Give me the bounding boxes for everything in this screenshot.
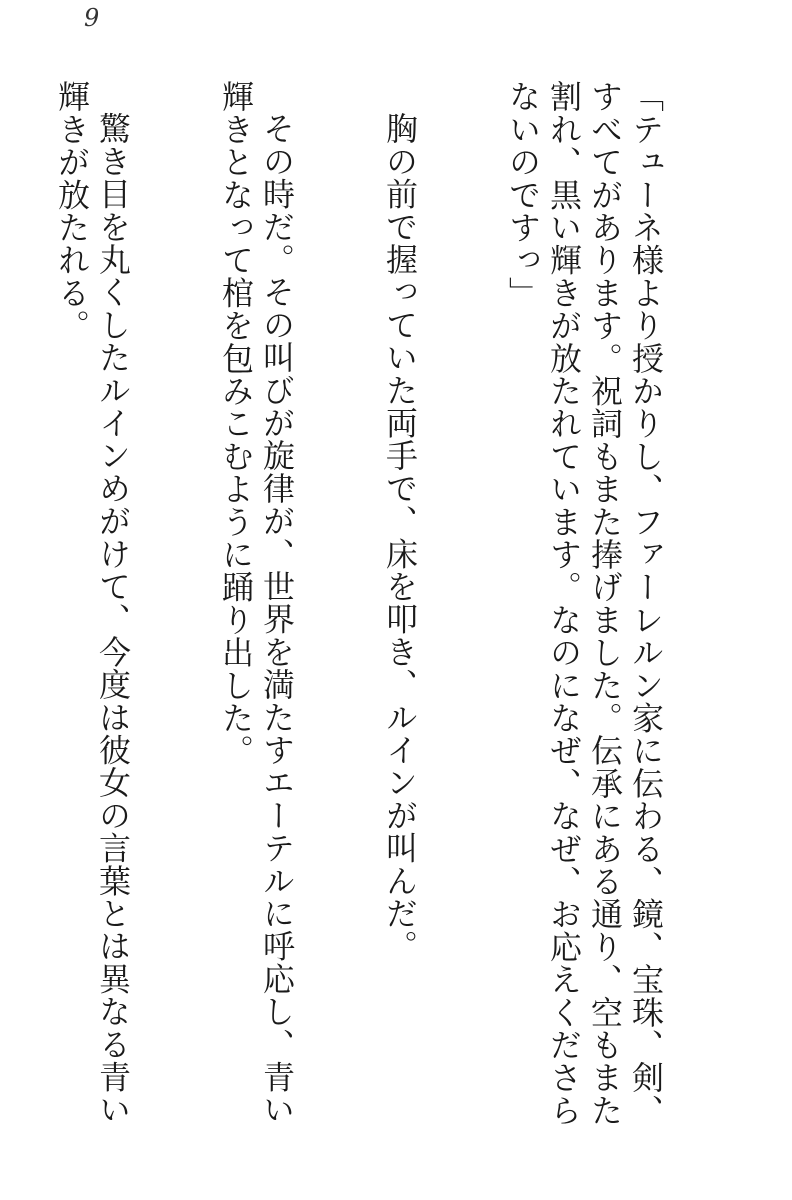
- paragraph: 「テューネ様より授かりし、ファーレルン家に伝わる、鏡、宝珠、剣、すべてがあります。祝詞もまた捧げました。伝承にある通り、空もまた割れ、黒い輝きが放たれています。なのになぜ、なぜ、お応えくださらないのですっ」: [504, 80, 665, 1127]
- vertical-text-body: [0, 80, 748, 1155]
- paragraph: 胸の前で握っていた両手で、床を叩き、ルインが叫んだ。: [381, 112, 419, 963]
- paragraph: その時だ。その叫びが旋律が、世界を満たすエーテルに呼応し、青い輝きとなって棺を包みこむように踊り出した。: [217, 80, 296, 1126]
- page-number: 9: [84, 4, 100, 32]
- paragraph: 驚き目を丸くしたルインめがけて、今度は彼女の言葉とは異なる青い輝きが放たれる。: [53, 80, 132, 1126]
